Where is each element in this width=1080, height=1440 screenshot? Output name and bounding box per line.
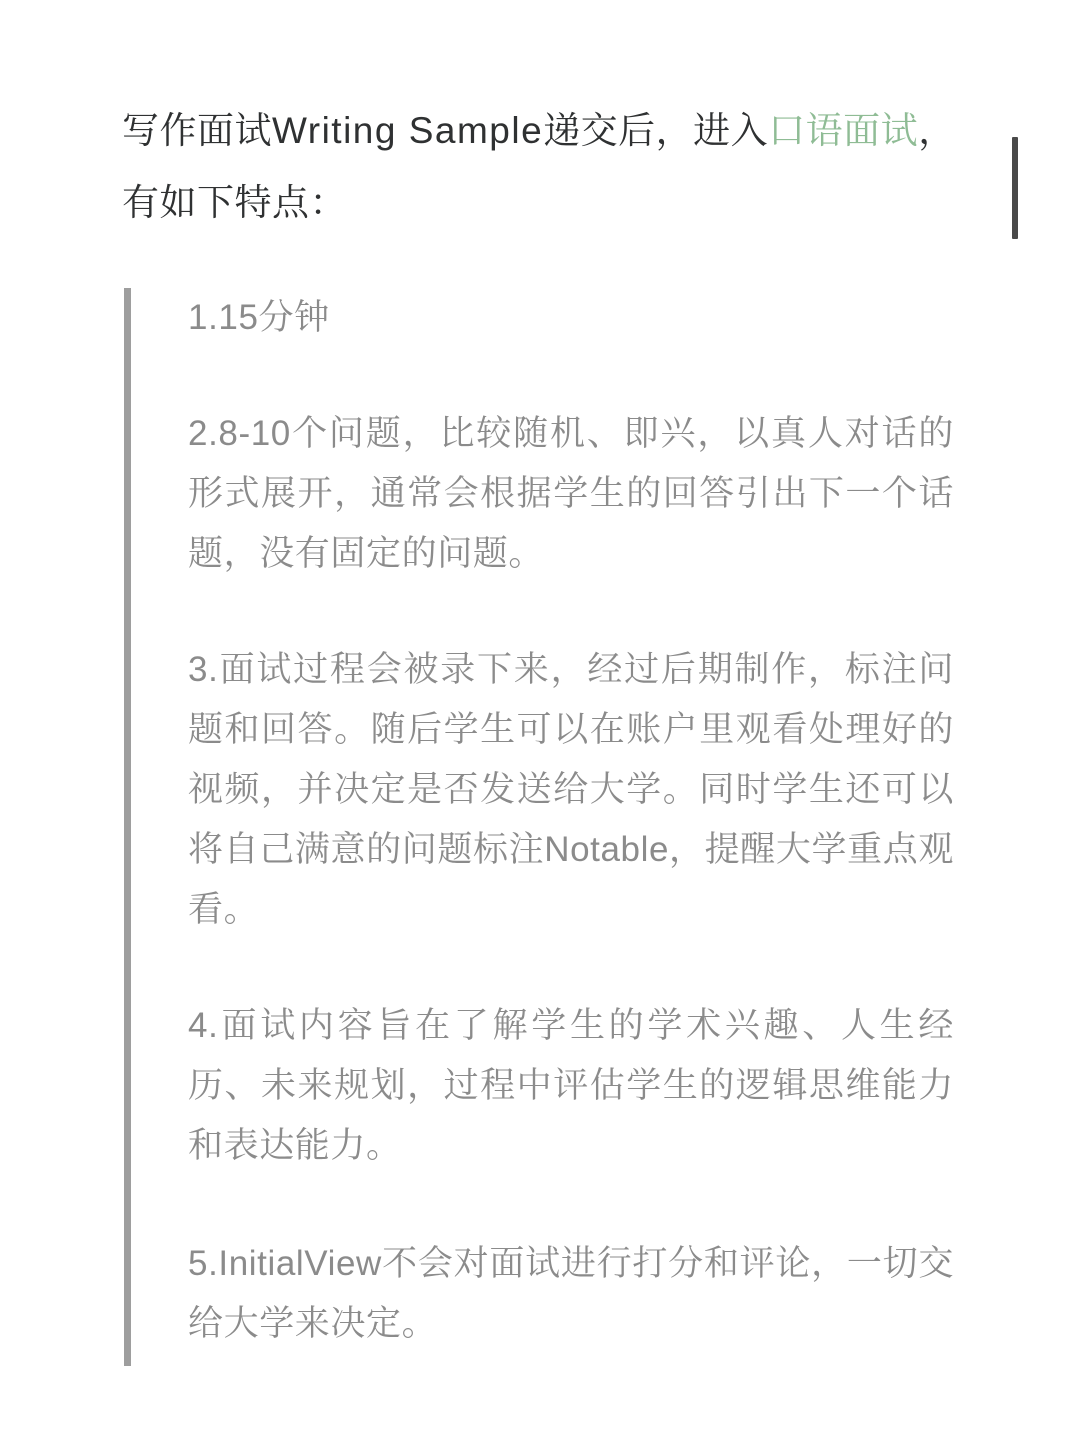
page-title (122, 95, 962, 239)
heading-latin-term: Writing Sample (272, 110, 544, 151)
heading-prefix: 写作面试 (122, 110, 272, 151)
vertical-marker (1012, 137, 1018, 239)
heading-highlight: 口语面试 (768, 110, 919, 151)
heading-suffix: ，有如下特点： (122, 110, 956, 223)
list-item: 2.8-10个问题，比较随机、即兴，以真人对话的形式展开，通常会根据学生的回答引出下一个话题，没有固定的问题。 (188, 414, 954, 573)
heading-middle: 递交后，进入 (543, 110, 769, 151)
quote-bar (124, 288, 131, 1366)
list-item: 3.面试过程会被录下来，经过后期制作，标注问题和回答。随后学生可以在账户里观看处理好的视频，并决定是否发送给大学。同时学生还可以将自己满意的问题标注Notable，提醒大学重点观看。 (188, 650, 954, 929)
list-item: 5.InitialView不会对面试进行打分和评论，一切交给大学来决定。 (188, 1244, 954, 1343)
list-item: 4.面试内容旨在了解学生的学术兴趣、人生经历、未来规划，过程中评估学生的逻辑思维能力和表达能力。 (188, 1006, 954, 1165)
list-item: 1.15分钟 (188, 298, 330, 337)
feature-list-blockquote (124, 288, 954, 1354)
